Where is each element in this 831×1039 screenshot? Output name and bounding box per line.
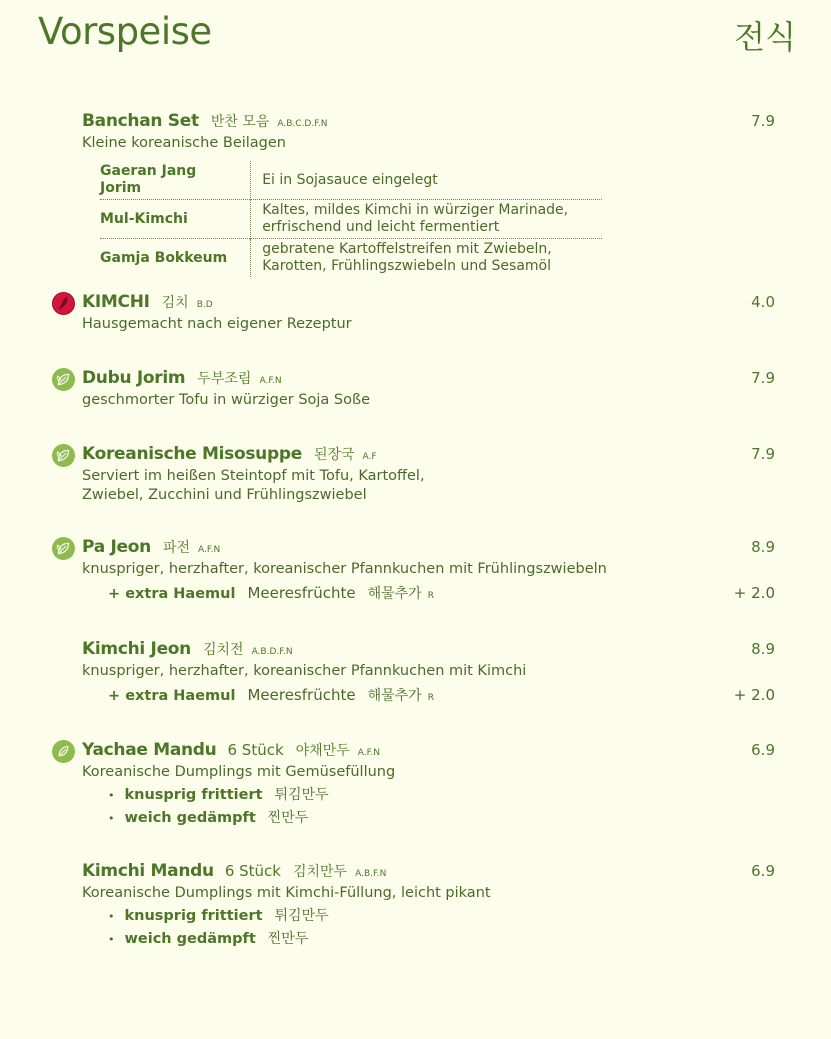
item-korean-name: 된장국 [313, 447, 355, 463]
item-korean-name: 김치 [161, 295, 189, 311]
item-korean-name: 김치전 [202, 642, 244, 658]
item-price: 7.9 [751, 112, 775, 130]
item-korean-name: 야채만두 [295, 743, 350, 759]
extra-price: + 2.0 [733, 584, 775, 602]
chili-icon [52, 292, 75, 315]
item-name: KIMCHI [82, 292, 150, 312]
extra-label: + extra Haemul [108, 586, 236, 602]
item-portion: 6 Stück [224, 862, 281, 880]
item-korean-name: 두부조림 [197, 371, 252, 387]
extra-desc: Meeresfrüchte [247, 686, 356, 704]
item-korean-name: 파전 [162, 540, 190, 556]
item-price: 7.9 [751, 445, 775, 463]
item-price: 8.9 [751, 640, 775, 658]
list-item [108, 784, 775, 807]
item-description: Serviert im heißen Steintopf mit Tofu, Kartoffel, Zwiebel, Zucchini und Frühlingszwiebel [82, 468, 425, 503]
item-price: 8.9 [751, 538, 775, 556]
extra-korean: 해물추가 [367, 586, 422, 602]
sub-item-desc: Kaltes, mildes Kimchi in würziger Marinade, erfrischend und leicht fermentiert [251, 200, 602, 239]
extra-label: + extra Haemul [108, 688, 236, 704]
extra-allergens: R [427, 591, 434, 601]
option-list [82, 905, 775, 951]
item-price: 4.0 [751, 293, 775, 311]
item-name: Pa Jeon [82, 537, 151, 557]
list-item [108, 905, 775, 928]
item-name: Kimchi Mandu [82, 861, 214, 881]
vegan-leaf-icon [52, 444, 75, 467]
item-description: Kleine koreanische Beilagen [82, 135, 286, 151]
menu-item-misosuppe [82, 444, 775, 505]
banchan-table [100, 161, 602, 277]
item-allergens: A.F [362, 452, 377, 462]
option-label: • knusprig frittiert [124, 787, 263, 803]
menu-item-kimchi-mandu [82, 861, 775, 951]
option-label: • weich gedämpft [124, 810, 256, 826]
option-label: • weich gedämpft [124, 931, 256, 947]
page-title: Vorspeise [38, 10, 212, 53]
item-allergens: A.B.D.F.N [251, 647, 293, 657]
sub-item-name: Gaeran Jang Jorim [100, 163, 197, 196]
menu-item-kimchi-jeon [82, 639, 775, 705]
item-description: knuspriger, herzhafter, koreanischer Pfannkuchen mit Frühlingszwiebeln [82, 561, 607, 577]
option-korean: 튀김만두 [274, 908, 329, 924]
item-allergens: A.B.F.N [355, 869, 387, 879]
vegetarian-leaf-icon [52, 740, 75, 763]
item-portion: 6 Stück [227, 741, 284, 759]
table-row [100, 200, 602, 239]
sub-item-desc: Ei in Sojasauce eingelegt [251, 161, 602, 200]
item-description: Koreanische Dumplings mit Gemüsefüllung [82, 764, 396, 780]
list-item [108, 928, 775, 951]
extra-desc: Meeresfrüchte [247, 584, 356, 602]
sub-item-name: Mul-Kimchi [100, 200, 251, 239]
item-korean-name: 김치만두 [292, 864, 348, 880]
extra-price: + 2.0 [733, 686, 775, 704]
sub-item-desc: gebratene Kartoffelstreifen mit Zwiebeln, Karotten, Frühlingszwiebeln und Sesamöl [251, 239, 602, 278]
item-allergens: A.B.C.D.F.N [277, 119, 328, 129]
vegan-leaf-icon [52, 368, 75, 391]
option-list [82, 784, 775, 830]
menu-item-yachae-mandu [82, 740, 775, 830]
option-korean: 찐만두 [267, 931, 309, 947]
list-item [108, 807, 775, 830]
menu-item-pa-jeon [82, 537, 775, 603]
extra-option [82, 583, 775, 603]
table-row [100, 161, 602, 200]
option-korean: 튀김만두 [274, 787, 329, 803]
item-korean-name: 반찬 모음 [210, 114, 270, 130]
item-name: Dubu Jorim [82, 368, 186, 388]
table-row [100, 239, 602, 278]
item-name: Banchan Set [82, 111, 199, 131]
item-name: Koreanische Misosuppe [82, 444, 302, 464]
menu-item-dubu-jorim [82, 368, 775, 410]
sub-item-name: Gamja Bokkeum [100, 239, 251, 278]
item-price: 7.9 [751, 369, 775, 387]
extra-allergens: R [427, 693, 434, 703]
item-description: Koreanische Dumplings mit Kimchi-Füllung, leicht pikant [82, 885, 491, 901]
item-description: Hausgemacht nach eigener Rezeptur [82, 316, 352, 332]
extra-korean: 해물추가 [367, 688, 422, 704]
item-description: knuspriger, herzhafter, koreanischer Pfannkuchen mit Kimchi [82, 663, 527, 679]
item-allergens: A.F.N [259, 376, 282, 386]
item-name: Kimchi Jeon [82, 639, 191, 659]
menu-item-kimchi [82, 292, 775, 334]
menu-item-banchan-set [82, 111, 775, 274]
extra-option [82, 685, 775, 705]
item-description: geschmorter Tofu in würziger Soja Soße [82, 392, 371, 408]
item-price: 6.9 [751, 862, 775, 880]
item-allergens: B.D [196, 300, 213, 310]
item-allergens: A.F.N [198, 545, 221, 555]
item-price: 6.9 [751, 741, 775, 759]
option-label: • knusprig frittiert [124, 908, 263, 924]
item-allergens: A.F.N [357, 748, 380, 758]
vegan-leaf-icon [52, 537, 75, 560]
page-title-korean: 전식 [734, 18, 796, 56]
item-name: Yachae Mandu [82, 740, 217, 760]
option-korean: 찐만두 [267, 810, 309, 826]
